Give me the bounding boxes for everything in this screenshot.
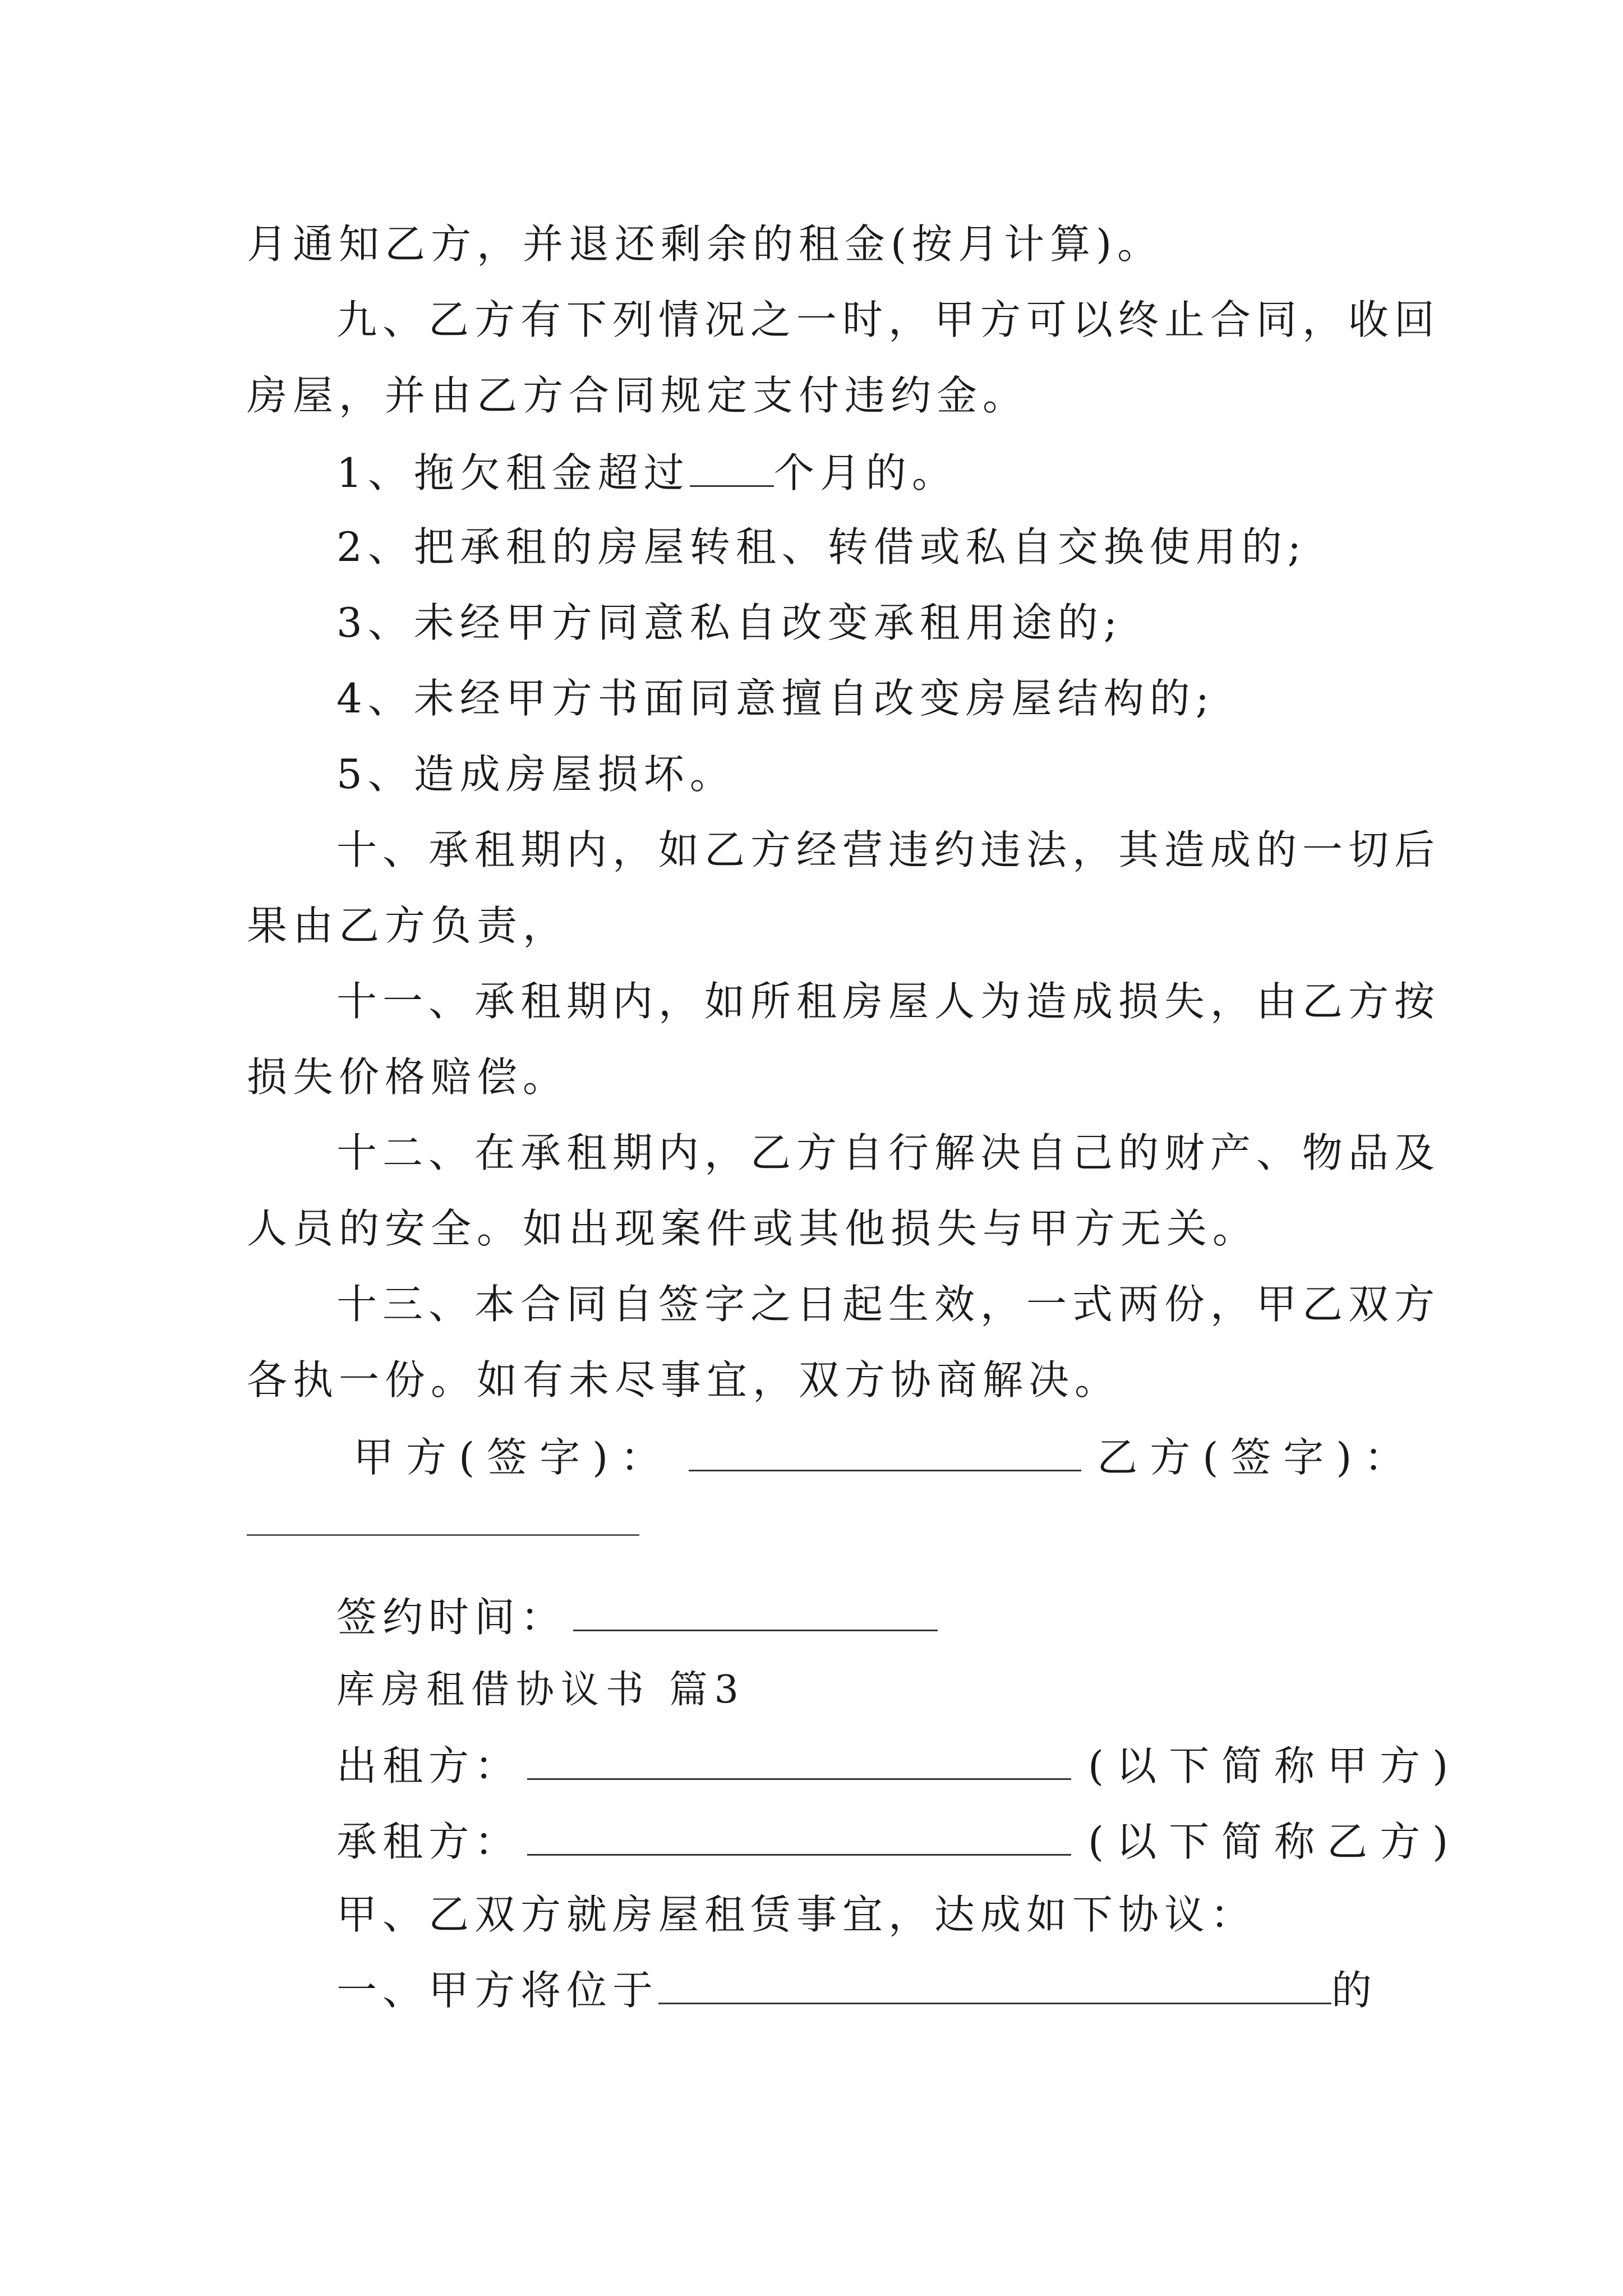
clause-nine-line2: 房屋，并由乙方合同规定支付违约金。 <box>247 372 1029 419</box>
lessee-line <box>336 1815 1460 1867</box>
item-1-suffix: 个月的。 <box>773 449 958 496</box>
party-a-signature-label: 甲方(签字)： <box>353 1434 674 1481</box>
clause-nine-line1: 九、乙方有下列情况之一时，甲方可以终止合同，收回 <box>336 296 1441 343</box>
location-blank[interactable] <box>658 1963 1331 2004</box>
clause-ten-line1: 十、承租期内，如乙方经营违约违法，其造成的一切后 <box>336 826 1441 873</box>
clause-thirteen-line2: 各执一份。如有未尽事宜，双方协商解决。 <box>247 1356 1121 1404</box>
signature-line <box>353 1430 1417 1483</box>
sign-time-line <box>336 1590 938 1642</box>
lessor-line <box>336 1739 1460 1791</box>
clause-eleven-line2: 损失价格赔偿。 <box>247 1053 569 1101</box>
lessee-label: 承租方： <box>336 1818 521 1865</box>
lessor-label: 出租方： <box>336 1742 521 1789</box>
lessee-blank[interactable] <box>527 1815 1071 1856</box>
sign-time-blank[interactable] <box>573 1590 938 1631</box>
sign-time-label: 签约时间： <box>336 1594 567 1641</box>
item-4: 4、未经甲方书面同意擅自改变房屋结构的; <box>336 675 1215 722</box>
months-blank[interactable] <box>690 446 774 487</box>
lessor-blank[interactable] <box>527 1739 1071 1780</box>
clause-thirteen-line1: 十三、本合同自签字之日起生效，一式两份，甲乙双方 <box>336 1281 1441 1328</box>
text-line: 月通知乙方，并退还剩余的租金(按月计算)。 <box>247 220 1164 268</box>
item-1-prefix: 1、拖欠租金超过 <box>336 449 690 496</box>
clause-one-suffix: 的 <box>1331 1967 1378 2014</box>
clause-twelve-line2: 人员的安全。如出现案件或其他损失与甲方无关。 <box>247 1205 1259 1252</box>
clause-one-line <box>336 1963 1377 2016</box>
clause-one-prefix: 一、甲方将位于 <box>336 1967 659 2014</box>
lessee-note: (以下简称乙方) <box>1088 1818 1461 1865</box>
clause-twelve-line1: 十二、在承租期内，乙方自行解决自己的财产、物品及 <box>336 1129 1441 1176</box>
lessor-note: (以下简称甲方) <box>1088 1742 1461 1789</box>
party-a-signature-blank[interactable] <box>689 1430 1081 1471</box>
item-1 <box>336 446 958 498</box>
party-b-signature-blank[interactable] <box>247 1534 639 1536</box>
item-3: 3、未经甲方同意私自改变承租用途的; <box>336 599 1123 646</box>
agreement-intro: 甲、乙双方就房屋租赁事宜，达成如下协议： <box>336 1891 1257 1938</box>
party-b-signature-label: 乙方(签字)： <box>1097 1434 1417 1481</box>
item-2: 2、把承租的房屋转租、转借或私自交换使用的; <box>336 523 1307 570</box>
clause-eleven-line1: 十一、承租期内，如所租房屋人为造成损失，由乙方按 <box>336 978 1441 1025</box>
section-heading: 库房租借协议书 篇3 <box>336 1668 745 1712</box>
clause-ten-line2: 果由乙方负责， <box>247 902 569 949</box>
item-5: 5、造成房屋损坏。 <box>336 751 736 798</box>
